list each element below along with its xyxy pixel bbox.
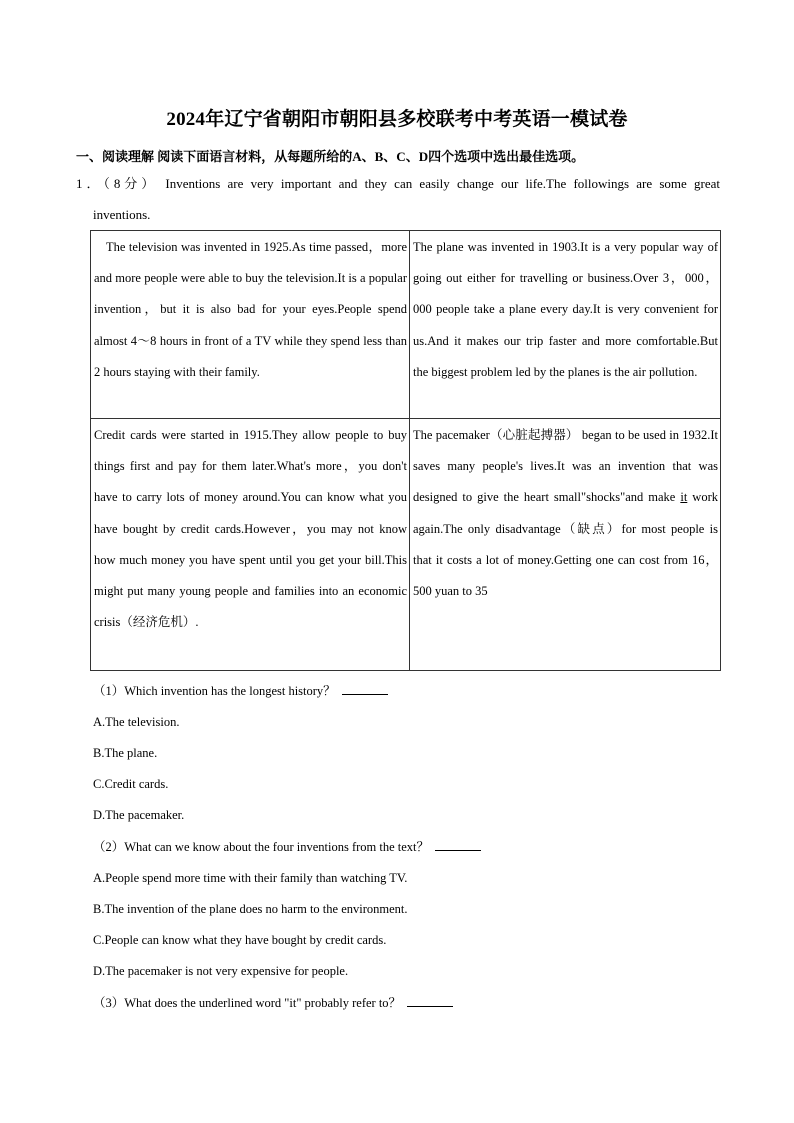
sub-question-3 xyxy=(93,988,453,1019)
answer-blank[interactable] xyxy=(342,682,388,695)
cell-credit-cards: Credit cards were started in 1915.They allow people to buy things first and pay for them later.What's more，you don't have to carry lots of money around.You can know what you have bought by credit cards.However，you may not know how much money you have spent until you get your bill.This might put many young people and families into an economic crisis（经济危机）. xyxy=(91,419,410,671)
sub-question-2 xyxy=(93,832,481,863)
sub-question-1-text: （1）Which invention has the longest history？ xyxy=(93,684,336,698)
cell-pacemaker xyxy=(410,419,721,671)
answer-blank[interactable] xyxy=(407,994,453,1007)
sub-question-3-text: （3）What does the underlined word "it" probably refer to？ xyxy=(93,996,402,1010)
option-2d[interactable]: D.The pacemaker is not very expensive for people. xyxy=(93,964,349,978)
inventions-table xyxy=(90,230,721,671)
question-number: 1．（8分） xyxy=(76,176,159,191)
table-row xyxy=(91,419,721,671)
question-1-intro xyxy=(76,168,720,230)
cell-plane: The plane was invented in 1903.It is a very popular way of going out either for travelling or business.Over 3，000，000 people take a plane every day.It is very convenient for us.And it makes our trip faster and more comfortable.But the biggest problem led by the planes is the air pollution. xyxy=(410,231,721,419)
sub-question-1 xyxy=(93,676,388,707)
option-2c[interactable]: C.People can know what they have bought by credit cards. xyxy=(93,933,387,947)
option-1d[interactable]: D.The pacemaker. xyxy=(93,808,185,822)
option-2b[interactable]: B.The invention of the plane does no harm to the environment. xyxy=(93,902,408,916)
section-heading: 一、阅读理解 阅读下面语言材料，从每题所给的A、B、C、D四个选项中选出最佳选项。 xyxy=(76,149,585,164)
pacemaker-text-2: work again.The only disadvantage（缺点）for most people is that it costs a lot of money.Getting one can cost from 16，500 yuan to 35 xyxy=(413,490,718,599)
table-row xyxy=(91,231,721,419)
sub-question-2-text: （2）What can we know about the four inventions from the text？ xyxy=(93,840,430,854)
intro-line-1: Inventions are very important and they can easily change our life.The followings are some great xyxy=(165,176,720,191)
pacemaker-text-1: The pacemaker（心脏起搏器） began to be used in 1932.It saves many people's lives.It was an invention that was designed to give the heart small"shocks"and make xyxy=(413,428,718,505)
exam-title: 2024年辽宁省朝阳市朝阳县多校联考中考英语一模试卷 xyxy=(166,109,628,130)
option-1a[interactable]: A.The television. xyxy=(93,715,180,729)
question-1-first-line xyxy=(76,168,720,199)
intro-line-2: inventions. xyxy=(93,207,151,222)
answer-blank[interactable] xyxy=(435,838,481,851)
underlined-it: it xyxy=(680,490,688,505)
option-1c[interactable]: C.Credit cards. xyxy=(93,777,169,791)
option-1b[interactable]: B.The plane. xyxy=(93,746,158,760)
option-2a[interactable]: A.People spend more time with their family than watching TV. xyxy=(93,871,408,885)
cell-television: The television was invented in 1925.As time passed，more and more people were able to buy the television.It is a popular invention，but it is also bad for your eyes.People spend almost 4～8 hours in front of a TV while they spend less than 2 hours staying with their family. xyxy=(91,231,410,419)
